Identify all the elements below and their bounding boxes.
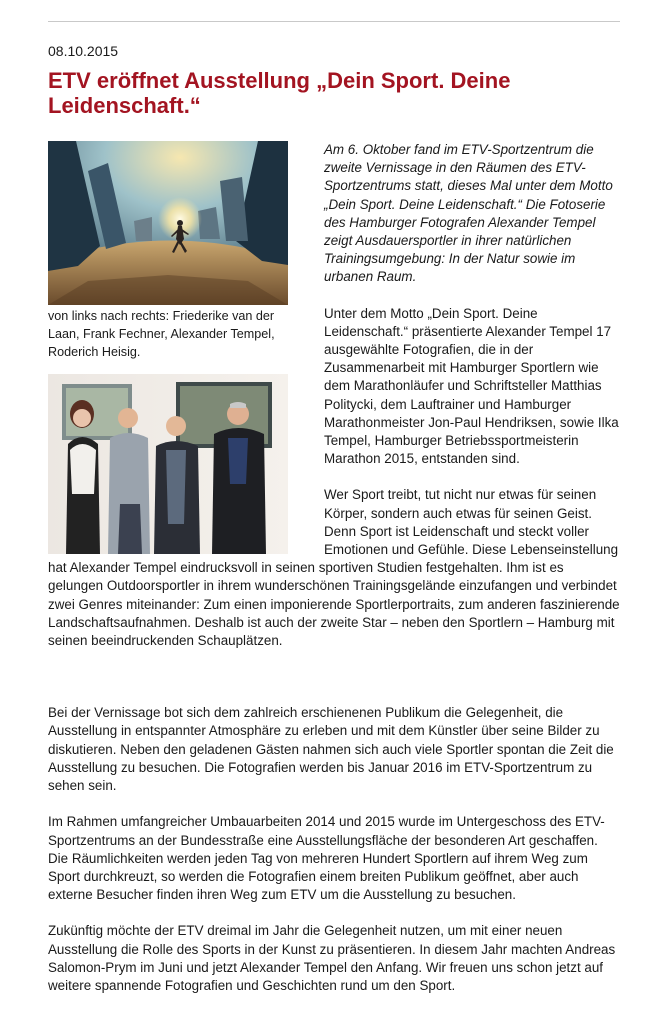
- group-portrait-photo: [48, 374, 288, 554]
- image-column: [48, 141, 288, 554]
- body-paragraph: Wer Sport treibt, tut nicht nur etwas für seinen Körper, sondern auch etwas für seinen Geist. Denn Sport ist Leidenschaft und steckt voller Emotionen und Gefühle. Diese Lebenseinstellung hat Alexander Tempel eindrucksvoll in seinen sportiven Studien festgehalten. Ihm ist es gelungen Outdoorsportler in ihrem wunderschönen Trainingsgelände einzufangen und verbindet zwei Genres miteinander: Zum einen imponierende Sportlerportraits, zum anderen faszinierende Landschaftsaufnahmen. Deshalb ist auch der zweite Star – neben den Sportlern – Hamburg mit seinen beeindruckenden Schauplätzen.: [48, 487, 620, 649]
- article-date: 08.10.2015: [48, 43, 119, 59]
- body-paragraph: Im Rahmen umfangreicher Umbauarbeiten 2014 und 2015 wurde im Untergeschoss des ETV-Sportzentrums an der Bundesstraße eine Ausstellungsfläche der besonderen Art geschaffen. Die Räumlichkeiten werden jeden Tag von mehreren Hundert Sportlern auf ihrem Weg zum Sport durchkreuzt, so werden die Fotografien einem breiten Publikum geöffnet, aber auch externe Besucher finden ihren Weg zum ETV um die Ausstellung zu besuchen.: [48, 814, 605, 903]
- group-portrait-image: [48, 374, 288, 554]
- top-divider: [48, 21, 620, 22]
- body-paragraph: Unter dem Motto „Dein Sport. Deine Leidenschaft.“ präsentierte Alexander Tempel 17 ausgewählte Fotografien, die in der Zusammenarbeit mit Hamburger Sportlern wie dem Marathonläufer und Schriftsteller Matthias Politycki, dem Lauftrainer und Hamburger Marathonmeister Jon-Paul Hendriksen, sowie Ilka Tempel, Hamburger Betriebssportmeisterin Marathon 2015, entstanden sind.: [324, 305, 619, 467]
- article-body: [48, 141, 620, 1013]
- body-paragraph: Zukünftig möchte der ETV dreimal im Jahr die Gelegenheit nutzen, um mit einer neuen Ausstellung die Rolle des Sports in der Kunst zu präsentieren. In diesem Jahr machten Andreas Salomon-Prym im Juni und jetzt Alexander Tempel den Anfang. Wir freuen uns schon jetzt auf weitere spannende Fotografien und Geschichten rund um den Sport.: [48, 923, 616, 993]
- image-caption: von links nach rechts: Friederike van der Laan, Frank Fechner, Alexander Tempel, Roderich Heisig.: [48, 309, 275, 359]
- runner-cityscape-image: [48, 141, 288, 305]
- body-paragraph: Bei der Vernissage bot sich dem zahlreich erschienenen Publikum die Gelegenheit, die Ausstellung in entspannter Atmosphäre zu erleben und mit dem Künstler über seine Bilder zu diskutieren. Neben den geladenen Gästen nahmen sich auch viele Sportler spontan die Zeit die Ausstellung zu besuchen. Die Fotografien werden bis Januar 2016 im ETV-Sportzentrum zu sehen sein.: [48, 705, 614, 794]
- article-title: ETV eröffnet Ausstellung „Dein Sport. Deine Leidenschaft.“: [48, 68, 511, 118]
- runner-cityscape-photo: [48, 141, 288, 305]
- lead-paragraph: Am 6. Oktober fand im ETV-Sportzentrum die zweite Vernissage in den Räumen des ETV-Sportzentrums statt, dieses Mal unter dem Motto „Dein Sport. Deine Leidenschaft.“ Die Fotoserie des Hamburger Fotografen Alexander Tempel zeigt Ausdauersportler in ihrer natürlichen Trainingsumgebung: In der Natur sowie im urbanen Raum.: [324, 142, 613, 285]
